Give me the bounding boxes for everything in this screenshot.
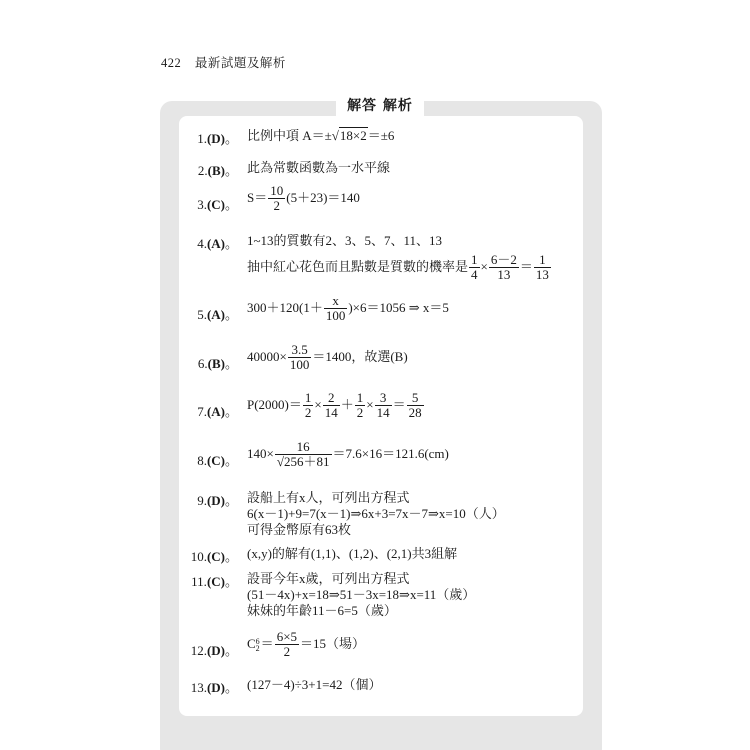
page-number: 422	[161, 56, 182, 70]
answer-label: 7.(A)。	[197, 404, 238, 419]
section-title: 解答 解析	[336, 95, 424, 117]
running-title: 最新試題及解析	[194, 56, 286, 70]
answer-solution: (127－4)÷3+1=42（個）	[247, 677, 382, 692]
answer-label: 8.(C)。	[197, 453, 238, 468]
answer-label: 3.(C)。	[197, 197, 238, 212]
answer-label: 2.(B)。	[197, 163, 238, 178]
answer-solution: (x,y)的解有(1,1)、(1,2)、(2,1)共3組解	[247, 546, 458, 561]
answer-solution: P(2000)＝ $\frac{1}{2}$ × $\frac{2}{14}$ ＋ $\frac{1}{2}$ × $\frac{3}{14}$ ＝ $\frac{5}{28}$	[247, 390, 422, 421]
answer-label: 6.(B)。	[197, 356, 238, 371]
answer-solution: 設哥今年x歲，可列出方程式 (51－4x)+x=18⇒51－3x=18⇒x=11（歲） 妹妹的年齡11－6=5（歲）	[247, 571, 476, 618]
answer-label: 13.(D)。	[190, 680, 238, 695]
answer-solution: 比例中項 A＝±√18×2＝±6	[247, 128, 395, 143]
answer-label: 5.(A)。	[197, 307, 238, 322]
answer-solution: 設船上有x人，可列出方程式 6(x－1)+9=7(x－1)⇒6x+3=7x－7⇒x=10（人） 可得金幣原有63枚	[247, 490, 505, 537]
answer-label: 4.(A)。	[197, 236, 238, 251]
answer-label: 9.(D)。	[197, 493, 238, 508]
running-header	[161, 53, 286, 71]
answer-solution: 40000× $\frac{3.5}{100}$ ＝1400，故選(B)	[247, 342, 408, 373]
answer-solution: C 6 2 ＝ $\frac{6\times 5}{2}$ ＝15（場）	[247, 629, 366, 660]
answer-solution: S＝ $\frac{10}{2}$ (5＋23)＝140	[247, 183, 360, 214]
answer-solution: 此為常數函數為一水平線	[247, 160, 391, 175]
answer-solution: 300＋120(1＋ $\frac{x}{100}$ )×6＝1056 ⇒ x＝5	[247, 293, 449, 324]
answer-label: 12.(D)。	[190, 643, 238, 658]
answer-solution: 1~13的質數有2、3、5、7、11、13 抽中紅心花色而且點數是質數的機率是 $\frac{1}{4}$ × $\frac{6-2}{13}$ ＝ $\frac{1}{13}$	[247, 233, 549, 283]
answer-label: 11.(C)。	[191, 574, 238, 589]
answer-label: 10.(C)。	[190, 549, 238, 564]
answer-solution: 140× $\frac{16}{√256+81}$ ＝7.6×16＝121.6(cm)	[247, 439, 449, 470]
answer-label: 1.(D)。	[197, 131, 238, 146]
